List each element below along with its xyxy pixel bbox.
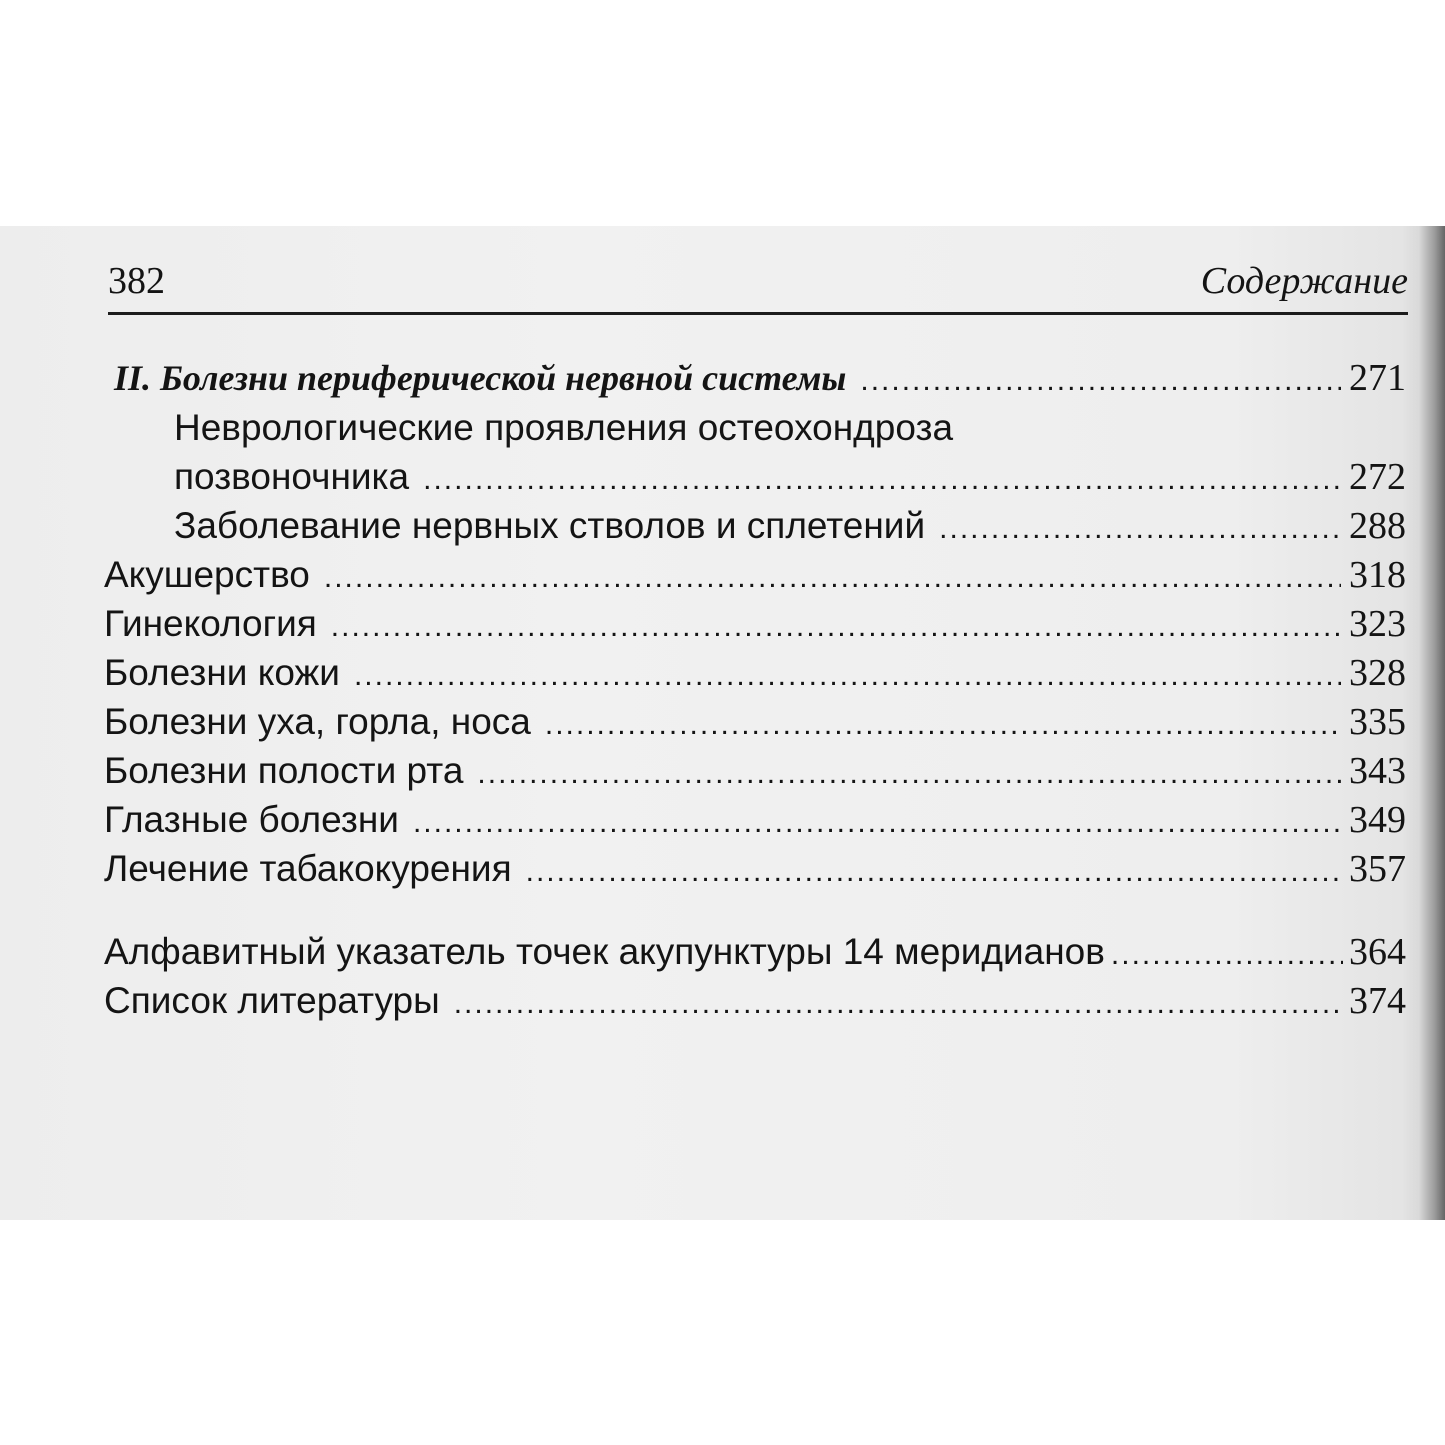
- toc-entry-title: Глазные болезни: [104, 799, 399, 840]
- toc-entry-skin-diseases: [104, 648, 1406, 697]
- toc-entry-osteochondrosis: [104, 452, 1406, 501]
- section-title: Содержание: [1200, 260, 1408, 302]
- toc-leader-dots: [526, 847, 1341, 896]
- toc-entry-page: 364: [1349, 931, 1406, 973]
- toc-entry-page: 271: [1349, 357, 1406, 399]
- toc-entry-title-line: Неврологические проявления остеохондроза: [174, 407, 954, 448]
- toc-entry-title: Заболевание нервных стволов и сплетений: [174, 505, 926, 546]
- toc-entry-bibliography: [104, 976, 1406, 1025]
- toc-leader-dots: [354, 651, 1341, 700]
- toc-entry-acupuncture-index: [104, 927, 1406, 976]
- page-binding-shadow: [1419, 226, 1445, 1220]
- toc-entry-eye-diseases: [104, 795, 1406, 844]
- toc-entry-obstetrics: [104, 550, 1406, 599]
- toc-entry-page: 357: [1349, 848, 1406, 890]
- toc-entry-gynecology: [104, 599, 1406, 648]
- toc-entry-title: II. Болезни периферической нервной системы: [114, 358, 847, 398]
- toc-entry-page: 335: [1349, 701, 1406, 743]
- toc-leader-dots: [939, 504, 1341, 553]
- toc-entry-page: 328: [1349, 652, 1406, 694]
- toc-entry-oral-diseases: [104, 746, 1406, 795]
- toc-entry-nerve-trunks: [104, 501, 1406, 550]
- toc-entry-title: Болезни полости рта: [104, 750, 464, 791]
- toc-entry-page: 272: [1349, 456, 1406, 498]
- toc-entry-ent-diseases: [104, 697, 1406, 746]
- toc-entry-page: 318: [1349, 554, 1406, 596]
- toc-entry-page: 349: [1349, 799, 1406, 841]
- toc-leader-dots: [477, 749, 1341, 798]
- toc-entry-page: 323: [1349, 603, 1406, 645]
- toc-entry-title: Лечение табакокурения: [104, 848, 512, 889]
- toc-leader-dots: [413, 798, 1341, 847]
- toc-leader-dots: [454, 979, 1341, 1028]
- toc-leader-dots: [860, 356, 1341, 405]
- toc-entry-title: Болезни уха, горла, носа: [104, 701, 531, 742]
- page-number: 382: [108, 260, 165, 302]
- toc-entry-smoking-treatment: [104, 844, 1406, 893]
- toc-entry-page: 288: [1349, 505, 1406, 547]
- toc-entry-title: Болезни кожи: [104, 652, 340, 693]
- toc-entry-title: Алфавитный указатель точек акупунктуры 14 меридианов: [104, 931, 1105, 972]
- header-rule: [108, 312, 1408, 315]
- toc-entry-title: позвоночника: [174, 456, 410, 497]
- running-head: [108, 256, 1408, 306]
- toc-entry-title: Гинекология: [104, 603, 317, 644]
- toc-entry-page: 374: [1349, 980, 1406, 1022]
- book-page: [0, 226, 1445, 1220]
- toc-leader-dots: [1111, 930, 1343, 979]
- toc-entry-peripheral-nervous-system: [104, 354, 1406, 403]
- toc-leader-dots: [545, 700, 1341, 749]
- toc-leader-dots: [423, 455, 1341, 504]
- toc-entry-title: Акушерство: [104, 554, 310, 595]
- toc-entry-page: 343: [1349, 750, 1406, 792]
- toc-leader-dots: [331, 602, 1341, 651]
- toc-entry-title: Список литературы: [104, 980, 440, 1021]
- table-of-contents: [104, 354, 1406, 1025]
- toc-leader-dots: [324, 553, 1341, 602]
